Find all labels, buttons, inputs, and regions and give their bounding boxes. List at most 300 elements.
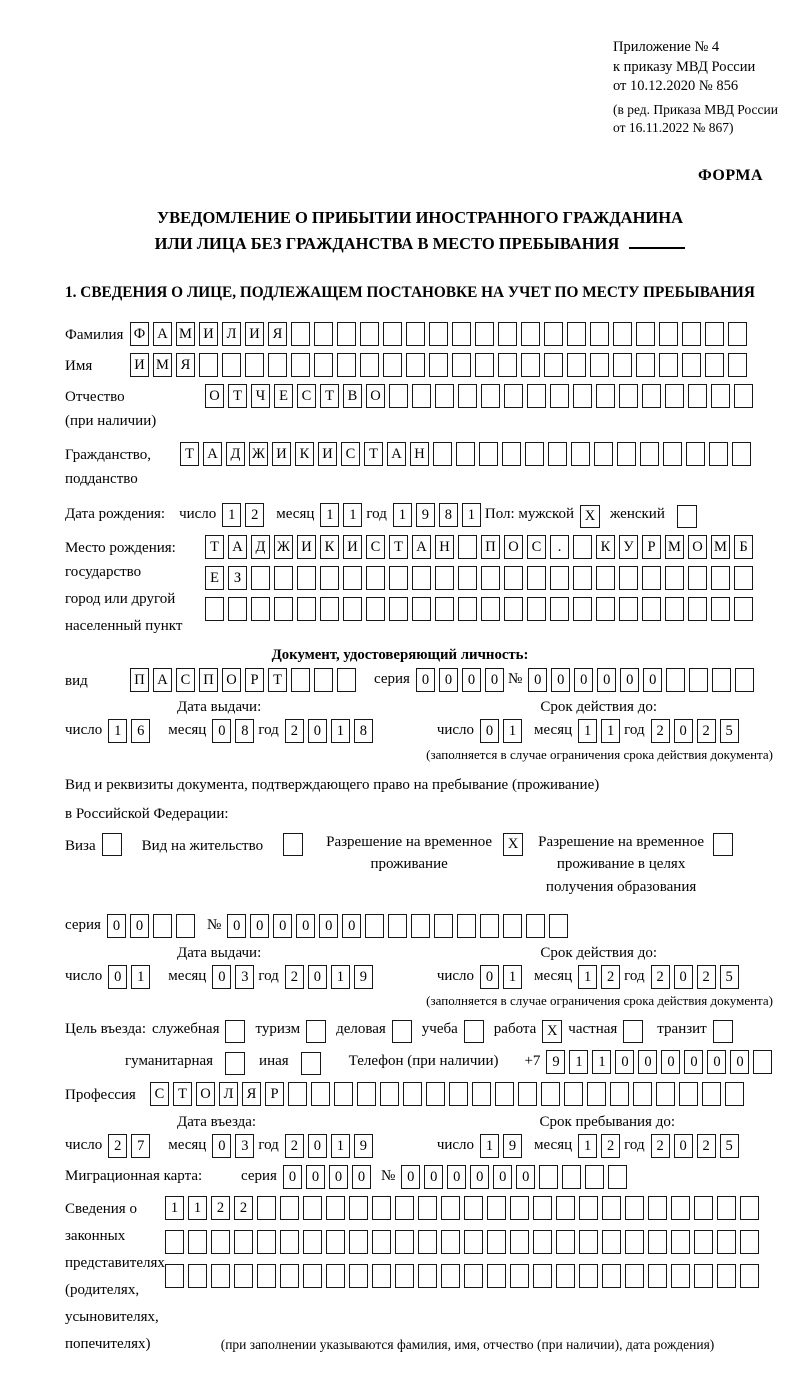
char-cell[interactable] xyxy=(686,442,705,466)
char-cell[interactable] xyxy=(389,384,408,408)
char-cell[interactable] xyxy=(579,1230,598,1254)
char-cell[interactable] xyxy=(280,1196,299,1220)
char-cell[interactable] xyxy=(498,322,517,346)
char-cell[interactable]: 2 xyxy=(601,1134,620,1158)
char-cell[interactable] xyxy=(579,1196,598,1220)
char-cell[interactable] xyxy=(544,322,563,346)
char-cell[interactable]: 1 xyxy=(222,503,241,527)
char-cell[interactable] xyxy=(303,1196,322,1220)
char-cell[interactable]: 0 xyxy=(352,1165,371,1189)
char-cell[interactable] xyxy=(665,597,684,621)
char-cell[interactable]: Д xyxy=(226,442,245,466)
char-cell[interactable] xyxy=(176,914,195,938)
char-cell[interactable] xyxy=(694,1264,713,1288)
char-cell[interactable]: Т xyxy=(320,384,339,408)
char-cell[interactable]: Р xyxy=(245,668,264,692)
char-cell[interactable] xyxy=(441,1264,460,1288)
char-cell[interactable]: 0 xyxy=(306,1165,325,1189)
char-cell[interactable] xyxy=(671,1264,690,1288)
char-cell[interactable]: 1 xyxy=(343,503,362,527)
char-cell[interactable]: Ч xyxy=(251,384,270,408)
char-cell[interactable]: З xyxy=(228,566,247,590)
char-cell[interactable]: 0 xyxy=(516,1165,535,1189)
char-cell[interactable]: 0 xyxy=(212,719,231,743)
char-cell[interactable]: 1 xyxy=(331,1134,350,1158)
char-cell[interactable]: Т xyxy=(389,535,408,559)
char-cell[interactable] xyxy=(527,566,546,590)
char-cell[interactable] xyxy=(533,1230,552,1254)
char-cell[interactable]: 0 xyxy=(342,914,361,938)
char-cell[interactable]: 0 xyxy=(401,1165,420,1189)
char-cell[interactable]: 2 xyxy=(697,1134,716,1158)
char-cell[interactable] xyxy=(389,597,408,621)
char-cell[interactable]: 0 xyxy=(329,1165,348,1189)
char-cell[interactable] xyxy=(274,597,293,621)
char-cell[interactable] xyxy=(544,353,563,377)
char-cell[interactable] xyxy=(610,1082,629,1106)
char-cell[interactable] xyxy=(380,1082,399,1106)
char-cell[interactable]: 3 xyxy=(235,1134,254,1158)
char-cell[interactable] xyxy=(372,1230,391,1254)
char-cell[interactable] xyxy=(665,384,684,408)
char-cell[interactable] xyxy=(291,353,310,377)
char-cell[interactable] xyxy=(349,1230,368,1254)
char-cell[interactable]: 2 xyxy=(211,1196,230,1220)
char-cell[interactable]: П xyxy=(130,668,149,692)
char-cell[interactable]: 5 xyxy=(720,1134,739,1158)
char-cell[interactable] xyxy=(343,597,362,621)
char-cell[interactable] xyxy=(435,566,454,590)
char-cell[interactable] xyxy=(343,566,362,590)
char-cell[interactable]: Т xyxy=(173,1082,192,1106)
char-cell[interactable] xyxy=(556,1230,575,1254)
char-cell[interactable] xyxy=(475,353,494,377)
char-cell[interactable] xyxy=(694,1196,713,1220)
char-cell[interactable] xyxy=(642,597,661,621)
char-cell[interactable] xyxy=(314,322,333,346)
char-cell[interactable]: 0 xyxy=(319,914,338,938)
char-cell[interactable] xyxy=(433,442,452,466)
char-cell[interactable]: Т xyxy=(205,535,224,559)
char-cell[interactable]: 9 xyxy=(503,1134,522,1158)
char-cell[interactable]: О xyxy=(205,384,224,408)
char-cell[interactable] xyxy=(711,384,730,408)
char-cell[interactable]: О xyxy=(222,668,241,692)
char-cell[interactable] xyxy=(717,1230,736,1254)
char-cell[interactable] xyxy=(280,1264,299,1288)
char-cell[interactable] xyxy=(426,1082,445,1106)
char-cell[interactable] xyxy=(395,1196,414,1220)
char-cell[interactable] xyxy=(711,597,730,621)
char-cell[interactable] xyxy=(452,353,471,377)
char-cell[interactable] xyxy=(671,1196,690,1220)
char-cell[interactable] xyxy=(441,1230,460,1254)
temp-residence-checkbox[interactable]: X xyxy=(503,833,523,856)
char-cell[interactable]: Б xyxy=(734,535,753,559)
char-cell[interactable] xyxy=(326,1196,345,1220)
char-cell[interactable] xyxy=(608,1165,627,1189)
char-cell[interactable] xyxy=(311,1082,330,1106)
char-cell[interactable] xyxy=(510,1230,529,1254)
char-cell[interactable] xyxy=(573,535,592,559)
char-cell[interactable] xyxy=(360,353,379,377)
char-cell[interactable]: 2 xyxy=(697,965,716,989)
char-cell[interactable] xyxy=(734,566,753,590)
char-cell[interactable]: 0 xyxy=(439,668,458,692)
char-cell[interactable]: 2 xyxy=(108,1134,127,1158)
char-cell[interactable]: 0 xyxy=(107,914,126,938)
char-cell[interactable]: Р xyxy=(642,535,661,559)
char-cell[interactable]: 0 xyxy=(528,668,547,692)
char-cell[interactable] xyxy=(573,384,592,408)
char-cell[interactable] xyxy=(498,353,517,377)
char-cell[interactable]: Т xyxy=(180,442,199,466)
char-cell[interactable] xyxy=(625,1230,644,1254)
char-cell[interactable] xyxy=(257,1196,276,1220)
purpose-official-checkbox[interactable] xyxy=(225,1020,245,1043)
char-cell[interactable] xyxy=(521,322,540,346)
char-cell[interactable]: М xyxy=(665,535,684,559)
char-cell[interactable] xyxy=(418,1264,437,1288)
char-cell[interactable] xyxy=(518,1082,537,1106)
char-cell[interactable]: 0 xyxy=(227,914,246,938)
char-cell[interactable] xyxy=(671,1230,690,1254)
char-cell[interactable] xyxy=(481,597,500,621)
char-cell[interactable] xyxy=(567,322,586,346)
char-cell[interactable]: С xyxy=(366,535,385,559)
char-cell[interactable] xyxy=(360,322,379,346)
char-cell[interactable]: 1 xyxy=(165,1196,184,1220)
char-cell[interactable]: 1 xyxy=(131,965,150,989)
char-cell[interactable]: С xyxy=(297,384,316,408)
char-cell[interactable]: 5 xyxy=(720,965,739,989)
char-cell[interactable]: 0 xyxy=(551,668,570,692)
char-cell[interactable] xyxy=(165,1230,184,1254)
char-cell[interactable]: 0 xyxy=(273,914,292,938)
char-cell[interactable]: Я xyxy=(176,353,195,377)
char-cell[interactable]: 0 xyxy=(308,719,327,743)
char-cell[interactable] xyxy=(665,566,684,590)
char-cell[interactable] xyxy=(449,1082,468,1106)
char-cell[interactable] xyxy=(487,1230,506,1254)
char-cell[interactable] xyxy=(412,566,431,590)
char-cell[interactable] xyxy=(502,442,521,466)
char-cell[interactable]: С xyxy=(176,668,195,692)
char-cell[interactable] xyxy=(504,384,523,408)
char-cell[interactable]: 1 xyxy=(188,1196,207,1220)
char-cell[interactable] xyxy=(337,353,356,377)
char-cell[interactable]: 0 xyxy=(615,1050,634,1074)
char-cell[interactable] xyxy=(550,384,569,408)
char-cell[interactable] xyxy=(550,597,569,621)
char-cell[interactable] xyxy=(549,914,568,938)
char-cell[interactable] xyxy=(602,1264,621,1288)
char-cell[interactable]: 0 xyxy=(462,668,481,692)
char-cell[interactable]: 0 xyxy=(574,668,593,692)
char-cell[interactable]: 0 xyxy=(684,1050,703,1074)
char-cell[interactable] xyxy=(625,1264,644,1288)
char-cell[interactable] xyxy=(705,353,724,377)
char-cell[interactable] xyxy=(464,1264,483,1288)
char-cell[interactable] xyxy=(153,914,172,938)
char-cell[interactable] xyxy=(688,566,707,590)
char-cell[interactable] xyxy=(636,353,655,377)
char-cell[interactable] xyxy=(372,1196,391,1220)
char-cell[interactable]: М xyxy=(711,535,730,559)
char-cell[interactable]: О xyxy=(688,535,707,559)
char-cell[interactable] xyxy=(303,1230,322,1254)
char-cell[interactable] xyxy=(395,1264,414,1288)
char-cell[interactable]: Т xyxy=(364,442,383,466)
char-cell[interactable]: 0 xyxy=(424,1165,443,1189)
char-cell[interactable]: 0 xyxy=(296,914,315,938)
char-cell[interactable] xyxy=(613,322,632,346)
char-cell[interactable] xyxy=(619,566,638,590)
char-cell[interactable] xyxy=(712,668,731,692)
char-cell[interactable] xyxy=(411,914,430,938)
char-cell[interactable]: О xyxy=(504,535,523,559)
visa-checkbox[interactable] xyxy=(102,833,122,856)
char-cell[interactable]: П xyxy=(199,668,218,692)
char-cell[interactable] xyxy=(479,442,498,466)
char-cell[interactable] xyxy=(234,1264,253,1288)
char-cell[interactable] xyxy=(533,1264,552,1288)
char-cell[interactable] xyxy=(525,442,544,466)
char-cell[interactable]: 1 xyxy=(503,719,522,743)
char-cell[interactable]: 1 xyxy=(331,965,350,989)
char-cell[interactable]: 1 xyxy=(503,965,522,989)
char-cell[interactable] xyxy=(274,566,293,590)
char-cell[interactable] xyxy=(602,1196,621,1220)
char-cell[interactable]: М xyxy=(176,322,195,346)
char-cell[interactable] xyxy=(734,384,753,408)
char-cell[interactable] xyxy=(435,384,454,408)
char-cell[interactable] xyxy=(510,1196,529,1220)
char-cell[interactable] xyxy=(527,597,546,621)
char-cell[interactable] xyxy=(556,1196,575,1220)
char-cell[interactable]: 2 xyxy=(245,503,264,527)
char-cell[interactable] xyxy=(366,566,385,590)
char-cell[interactable] xyxy=(188,1230,207,1254)
char-cell[interactable]: 0 xyxy=(130,914,149,938)
char-cell[interactable]: О xyxy=(366,384,385,408)
char-cell[interactable] xyxy=(337,668,356,692)
char-cell[interactable]: 9 xyxy=(354,1134,373,1158)
char-cell[interactable]: И xyxy=(199,322,218,346)
char-cell[interactable]: 0 xyxy=(250,914,269,938)
char-cell[interactable] xyxy=(585,1165,604,1189)
char-cell[interactable] xyxy=(429,322,448,346)
char-cell[interactable] xyxy=(268,353,287,377)
char-cell[interactable]: 5 xyxy=(720,719,739,743)
char-cell[interactable]: А xyxy=(387,442,406,466)
char-cell[interactable] xyxy=(734,597,753,621)
purpose-other-checkbox[interactable] xyxy=(301,1052,321,1075)
char-cell[interactable] xyxy=(594,442,613,466)
char-cell[interactable] xyxy=(648,1264,667,1288)
char-cell[interactable] xyxy=(666,668,685,692)
char-cell[interactable]: К xyxy=(596,535,615,559)
char-cell[interactable] xyxy=(648,1230,667,1254)
char-cell[interactable] xyxy=(441,1196,460,1220)
char-cell[interactable]: 2 xyxy=(285,719,304,743)
char-cell[interactable]: М xyxy=(153,353,172,377)
char-cell[interactable] xyxy=(717,1264,736,1288)
char-cell[interactable] xyxy=(642,566,661,590)
char-cell[interactable]: 8 xyxy=(439,503,458,527)
char-cell[interactable] xyxy=(291,668,310,692)
char-cell[interactable] xyxy=(642,384,661,408)
char-cell[interactable] xyxy=(648,1196,667,1220)
char-cell[interactable]: 0 xyxy=(674,1134,693,1158)
char-cell[interactable]: 0 xyxy=(416,668,435,692)
char-cell[interactable]: Е xyxy=(205,566,224,590)
char-cell[interactable] xyxy=(257,1264,276,1288)
char-cell[interactable] xyxy=(596,597,615,621)
char-cell[interactable] xyxy=(199,353,218,377)
char-cell[interactable]: 1 xyxy=(393,503,412,527)
char-cell[interactable]: 0 xyxy=(493,1165,512,1189)
char-cell[interactable] xyxy=(188,1264,207,1288)
char-cell[interactable] xyxy=(211,1264,230,1288)
char-cell[interactable] xyxy=(689,668,708,692)
char-cell[interactable] xyxy=(556,1264,575,1288)
char-cell[interactable]: 0 xyxy=(638,1050,657,1074)
char-cell[interactable] xyxy=(412,384,431,408)
residence-permit-checkbox[interactable] xyxy=(283,833,303,856)
char-cell[interactable]: 1 xyxy=(592,1050,611,1074)
purpose-transit-checkbox[interactable] xyxy=(713,1020,733,1043)
char-cell[interactable]: А xyxy=(412,535,431,559)
char-cell[interactable]: И xyxy=(343,535,362,559)
purpose-humanitarian-checkbox[interactable] xyxy=(225,1052,245,1075)
char-cell[interactable] xyxy=(659,353,678,377)
char-cell[interactable]: С xyxy=(341,442,360,466)
char-cell[interactable]: Т xyxy=(228,384,247,408)
char-cell[interactable]: И xyxy=(318,442,337,466)
char-cell[interactable] xyxy=(314,668,333,692)
char-cell[interactable] xyxy=(596,566,615,590)
char-cell[interactable] xyxy=(711,566,730,590)
char-cell[interactable] xyxy=(320,566,339,590)
char-cell[interactable]: . xyxy=(550,535,569,559)
char-cell[interactable] xyxy=(564,1082,583,1106)
char-cell[interactable]: 0 xyxy=(730,1050,749,1074)
char-cell[interactable]: В xyxy=(343,384,362,408)
purpose-business-checkbox[interactable] xyxy=(392,1020,412,1043)
char-cell[interactable] xyxy=(251,566,270,590)
char-cell[interactable] xyxy=(679,1082,698,1106)
char-cell[interactable] xyxy=(389,566,408,590)
char-cell[interactable] xyxy=(314,353,333,377)
purpose-study-checkbox[interactable] xyxy=(464,1020,484,1043)
char-cell[interactable] xyxy=(452,322,471,346)
char-cell[interactable] xyxy=(740,1264,759,1288)
char-cell[interactable]: Е xyxy=(274,384,293,408)
char-cell[interactable] xyxy=(303,1264,322,1288)
char-cell[interactable] xyxy=(533,1196,552,1220)
char-cell[interactable]: 0 xyxy=(212,1134,231,1158)
char-cell[interactable]: С xyxy=(527,535,546,559)
char-cell[interactable] xyxy=(548,442,567,466)
char-cell[interactable] xyxy=(495,1082,514,1106)
char-cell[interactable] xyxy=(320,597,339,621)
char-cell[interactable]: С xyxy=(150,1082,169,1106)
char-cell[interactable]: 2 xyxy=(285,1134,304,1158)
char-cell[interactable] xyxy=(334,1082,353,1106)
char-cell[interactable] xyxy=(573,597,592,621)
char-cell[interactable]: 0 xyxy=(674,719,693,743)
char-cell[interactable] xyxy=(573,566,592,590)
char-cell[interactable] xyxy=(464,1196,483,1220)
char-cell[interactable] xyxy=(619,384,638,408)
char-cell[interactable]: П xyxy=(481,535,500,559)
char-cell[interactable]: 0 xyxy=(661,1050,680,1074)
sex-male-checkbox[interactable]: X xyxy=(580,505,600,528)
char-cell[interactable] xyxy=(435,597,454,621)
temp-residence-edu-checkbox[interactable] xyxy=(713,833,733,856)
char-cell[interactable] xyxy=(288,1082,307,1106)
char-cell[interactable]: 2 xyxy=(651,965,670,989)
char-cell[interactable]: 0 xyxy=(707,1050,726,1074)
char-cell[interactable]: 1 xyxy=(569,1050,588,1074)
char-cell[interactable] xyxy=(717,1196,736,1220)
char-cell[interactable]: Н xyxy=(435,535,454,559)
char-cell[interactable] xyxy=(656,1082,675,1106)
char-cell[interactable]: Л xyxy=(222,322,241,346)
char-cell[interactable] xyxy=(458,535,477,559)
char-cell[interactable]: 1 xyxy=(462,503,481,527)
char-cell[interactable]: И xyxy=(245,322,264,346)
char-cell[interactable] xyxy=(732,442,751,466)
char-cell[interactable] xyxy=(383,353,402,377)
char-cell[interactable] xyxy=(725,1082,744,1106)
char-cell[interactable]: 2 xyxy=(651,719,670,743)
char-cell[interactable] xyxy=(395,1230,414,1254)
char-cell[interactable] xyxy=(625,1196,644,1220)
char-cell[interactable]: А xyxy=(153,668,172,692)
char-cell[interactable] xyxy=(475,322,494,346)
char-cell[interactable] xyxy=(587,1082,606,1106)
char-cell[interactable]: 0 xyxy=(674,965,693,989)
char-cell[interactable]: Т xyxy=(268,668,287,692)
char-cell[interactable]: 2 xyxy=(651,1134,670,1158)
char-cell[interactable] xyxy=(245,353,264,377)
char-cell[interactable] xyxy=(682,353,701,377)
char-cell[interactable] xyxy=(688,384,707,408)
char-cell[interactable] xyxy=(464,1230,483,1254)
purpose-private-checkbox[interactable] xyxy=(623,1020,643,1043)
char-cell[interactable] xyxy=(487,1264,506,1288)
char-cell[interactable]: И xyxy=(272,442,291,466)
char-cell[interactable] xyxy=(357,1082,376,1106)
char-cell[interactable]: Я xyxy=(268,322,287,346)
char-cell[interactable] xyxy=(457,914,476,938)
char-cell[interactable] xyxy=(458,597,477,621)
char-cell[interactable]: Ф xyxy=(130,322,149,346)
char-cell[interactable]: 0 xyxy=(643,668,662,692)
char-cell[interactable] xyxy=(165,1264,184,1288)
char-cell[interactable] xyxy=(728,322,747,346)
char-cell[interactable]: 1 xyxy=(601,719,620,743)
char-cell[interactable]: А xyxy=(228,535,247,559)
sex-female-checkbox[interactable] xyxy=(677,505,697,528)
char-cell[interactable]: 0 xyxy=(620,668,639,692)
char-cell[interactable]: 0 xyxy=(308,965,327,989)
char-cell[interactable]: А xyxy=(153,322,172,346)
purpose-tourism-checkbox[interactable] xyxy=(306,1020,326,1043)
char-cell[interactable]: 2 xyxy=(697,719,716,743)
